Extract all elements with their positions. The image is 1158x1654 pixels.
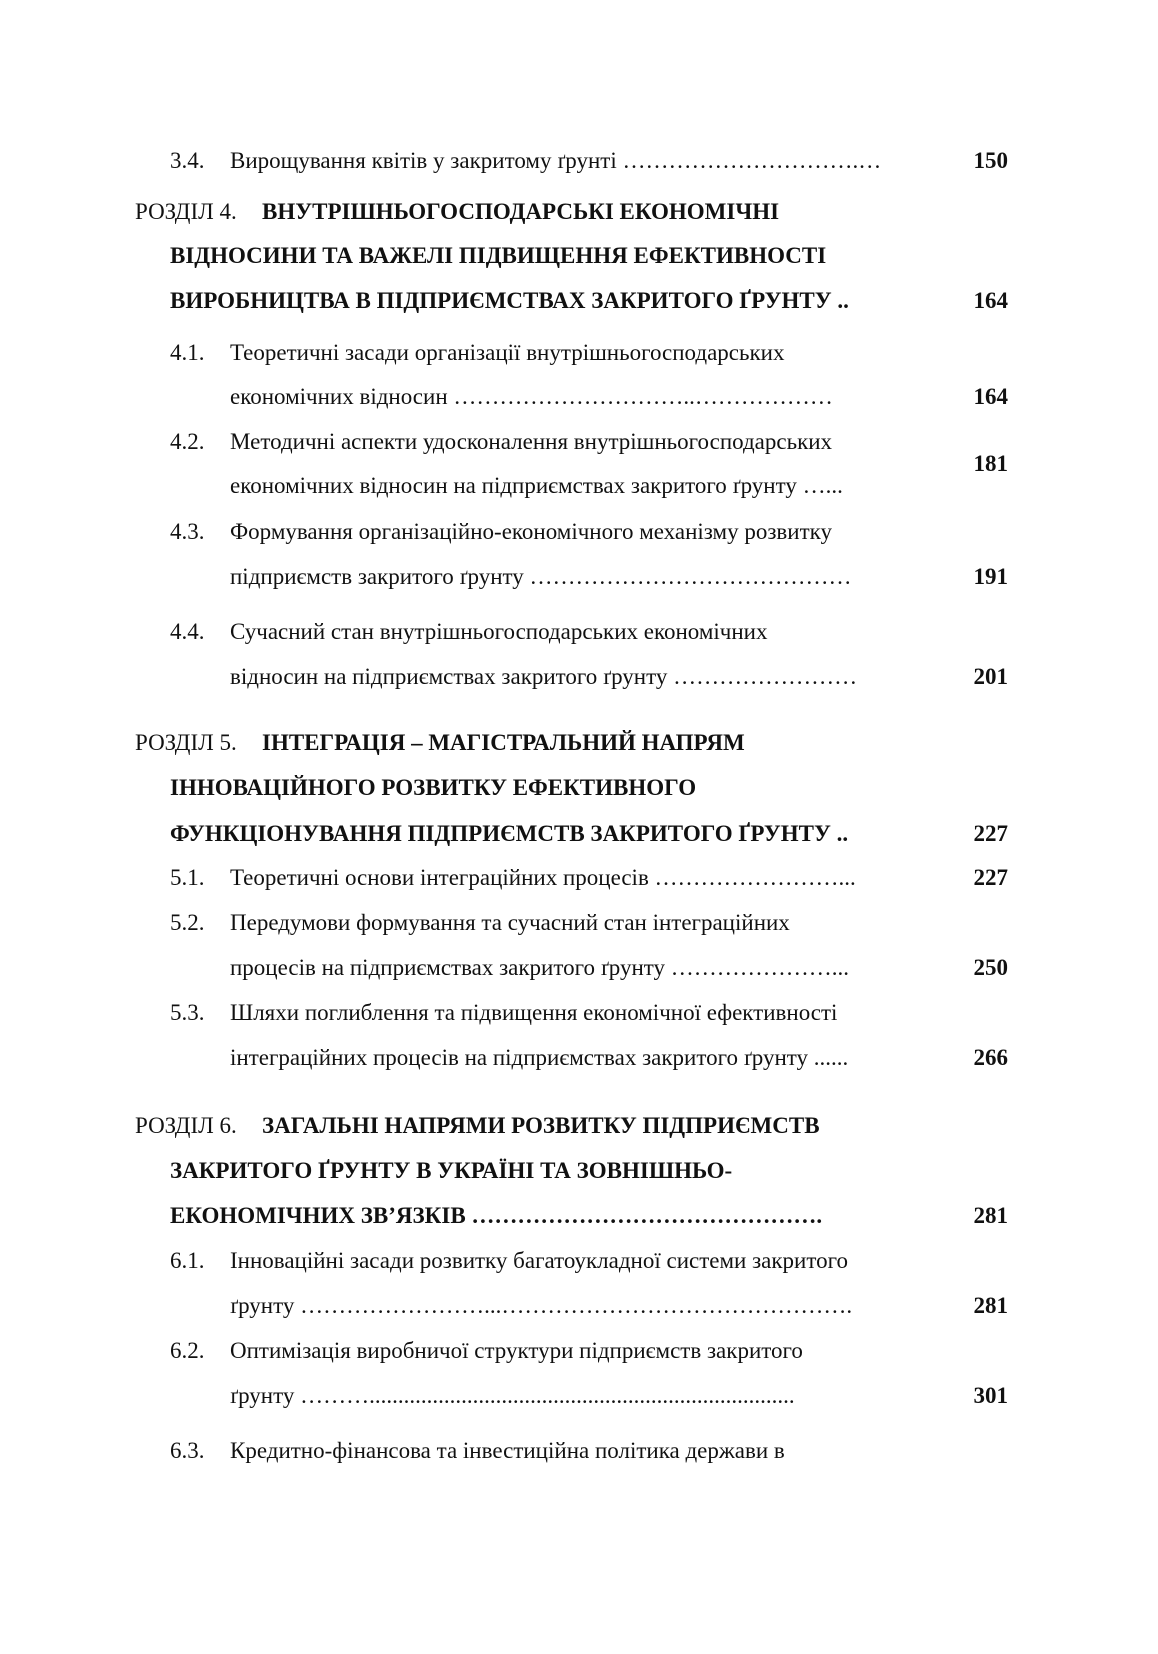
section-title-line-2: ґрунту ……………………...………………………………………. [230,1293,853,1318]
section-title-line-1: Інноваційні засади розвитку багатоукладної системи закритого [230,1248,848,1273]
section-title: Вирощування квітів у закритому ґрунті ………………………….… [230,148,882,173]
section-title-line-2: відносин на підприємствах закритого ґрунту …………………… [230,664,858,689]
page-number: 164 [973,288,1008,313]
page-number: 281 [973,1293,1008,1318]
chapter-title-line-2: ІННОВАЦІЙНОГО РОЗВИТКУ ЕФЕКТИВНОГО [170,775,697,800]
section-title-line-1: Методичні аспекти удосконалення внутрішньогосподарських [230,429,833,454]
chapter-title-line-1: ВНУТРІШНЬОГОСПОДАРСЬКІ ЕКОНОМІЧНІ [262,199,780,224]
section-title: Теоретичні основи інтеграційних процесів ……………………... [230,865,856,890]
section-title-line-1: Сучасний стан внутрішньогосподарських економічних [230,619,768,644]
chapter-title-line-1: ІНТЕГРАЦІЯ – МАГІСТРАЛЬНИЙ НАПРЯМ [262,730,745,755]
section-title-line-2: інтеграційних процесів на підприємствах закритого ґрунту ...... [230,1045,849,1070]
section-title-line-2: економічних відносин …………………………..……………… [230,384,833,409]
page-number: 227 [973,821,1008,846]
toc-entry-6-3[interactable] [0,1431,1158,1471]
section-title-line-2: процесів на підприємствах закритого ґрунту …………………... [230,955,850,980]
section-title-line-1: Шляхи поглиблення та підвищення економічної ефективності [230,1000,838,1025]
section-title-line-2: економічних відносин на підприємствах закритого ґрунту …... [230,473,843,498]
toc-entry-3-4[interactable] [0,141,1158,181]
page-number: 250 [973,955,1008,980]
section-number: 6.1. [170,1248,205,1273]
section-title-line-2: підприємств закритого ґрунту …………………………………… [230,564,852,589]
section-number: 4.4. [170,619,205,644]
section-number: 3.4. [170,148,205,173]
section-title-line-2: ґрунту ……….......................................................................... [230,1383,795,1408]
chapter-title-line-3: ФУНКЦІОНУВАННЯ ПІДПРИЄМСТВ ЗАКРИТОГО ҐРУНТУ .. [170,821,849,846]
page-number: 191 [973,564,1008,589]
chapter-title-line-2: ВІДНОСИНИ ТА ВАЖЕЛІ ПІДВИЩЕННЯ ЕФЕКТИВНОСТІ [170,243,827,268]
section-title: Кредитно-фінансова та інвестиційна політика держави в [230,1438,785,1463]
chapter-title-line-3: ЕКОНОМІЧНИХ ЗВ’ЯЗКІВ ………………………………………. [170,1203,823,1228]
section-number: 5.1. [170,865,205,890]
section-title-line-1: Теоретичні засади організації внутрішньогосподарських [230,340,785,365]
section-title-line-1: Передумови формування та сучасний стан інтеграційних [230,910,790,935]
page-number: 266 [973,1045,1008,1070]
section-title-line-1: Оптимізація виробничої структури підприємств закритого [230,1338,803,1363]
chapter-title-line-3: ВИРОБНИЦТВА В ПІДПРИЄМСТВАХ ЗАКРИТОГО ҐРУНТУ .. [170,288,849,313]
page-number: 281 [973,1203,1008,1228]
chapter-title-line-2: ЗАКРИТОГО ҐРУНТУ В УКРАЇНІ ТА ЗОВНІШНЬО- [170,1158,733,1183]
page-number: 201 [973,664,1008,689]
section-number: 5.2. [170,910,205,935]
page-number: 227 [973,865,1008,890]
section-number: 6.2. [170,1338,205,1363]
toc-entry-5-1[interactable] [0,858,1158,898]
section-title-line-1: Формування організаційно-економічного механізму розвитку [230,519,832,544]
chapter-title-line-1: ЗАГАЛЬНІ НАПРЯМИ РОЗВИТКУ ПІДПРИЄМСТВ [262,1113,820,1138]
section-number: 4.3. [170,519,205,544]
page-number: 301 [973,1383,1008,1408]
section-number: 4.1. [170,340,205,365]
chapter-label: РОЗДІЛ 6. [135,1113,237,1138]
section-number: 4.2. [170,429,205,454]
chapter-label: РОЗДІЛ 5. [135,730,237,755]
section-number: 6.3. [170,1438,205,1463]
page-number: 164 [973,384,1008,409]
page-number: 150 [973,148,1008,173]
page-number: 181 [973,451,1008,476]
section-number: 5.3. [170,1000,205,1025]
chapter-label: РОЗДІЛ 4. [135,199,237,224]
